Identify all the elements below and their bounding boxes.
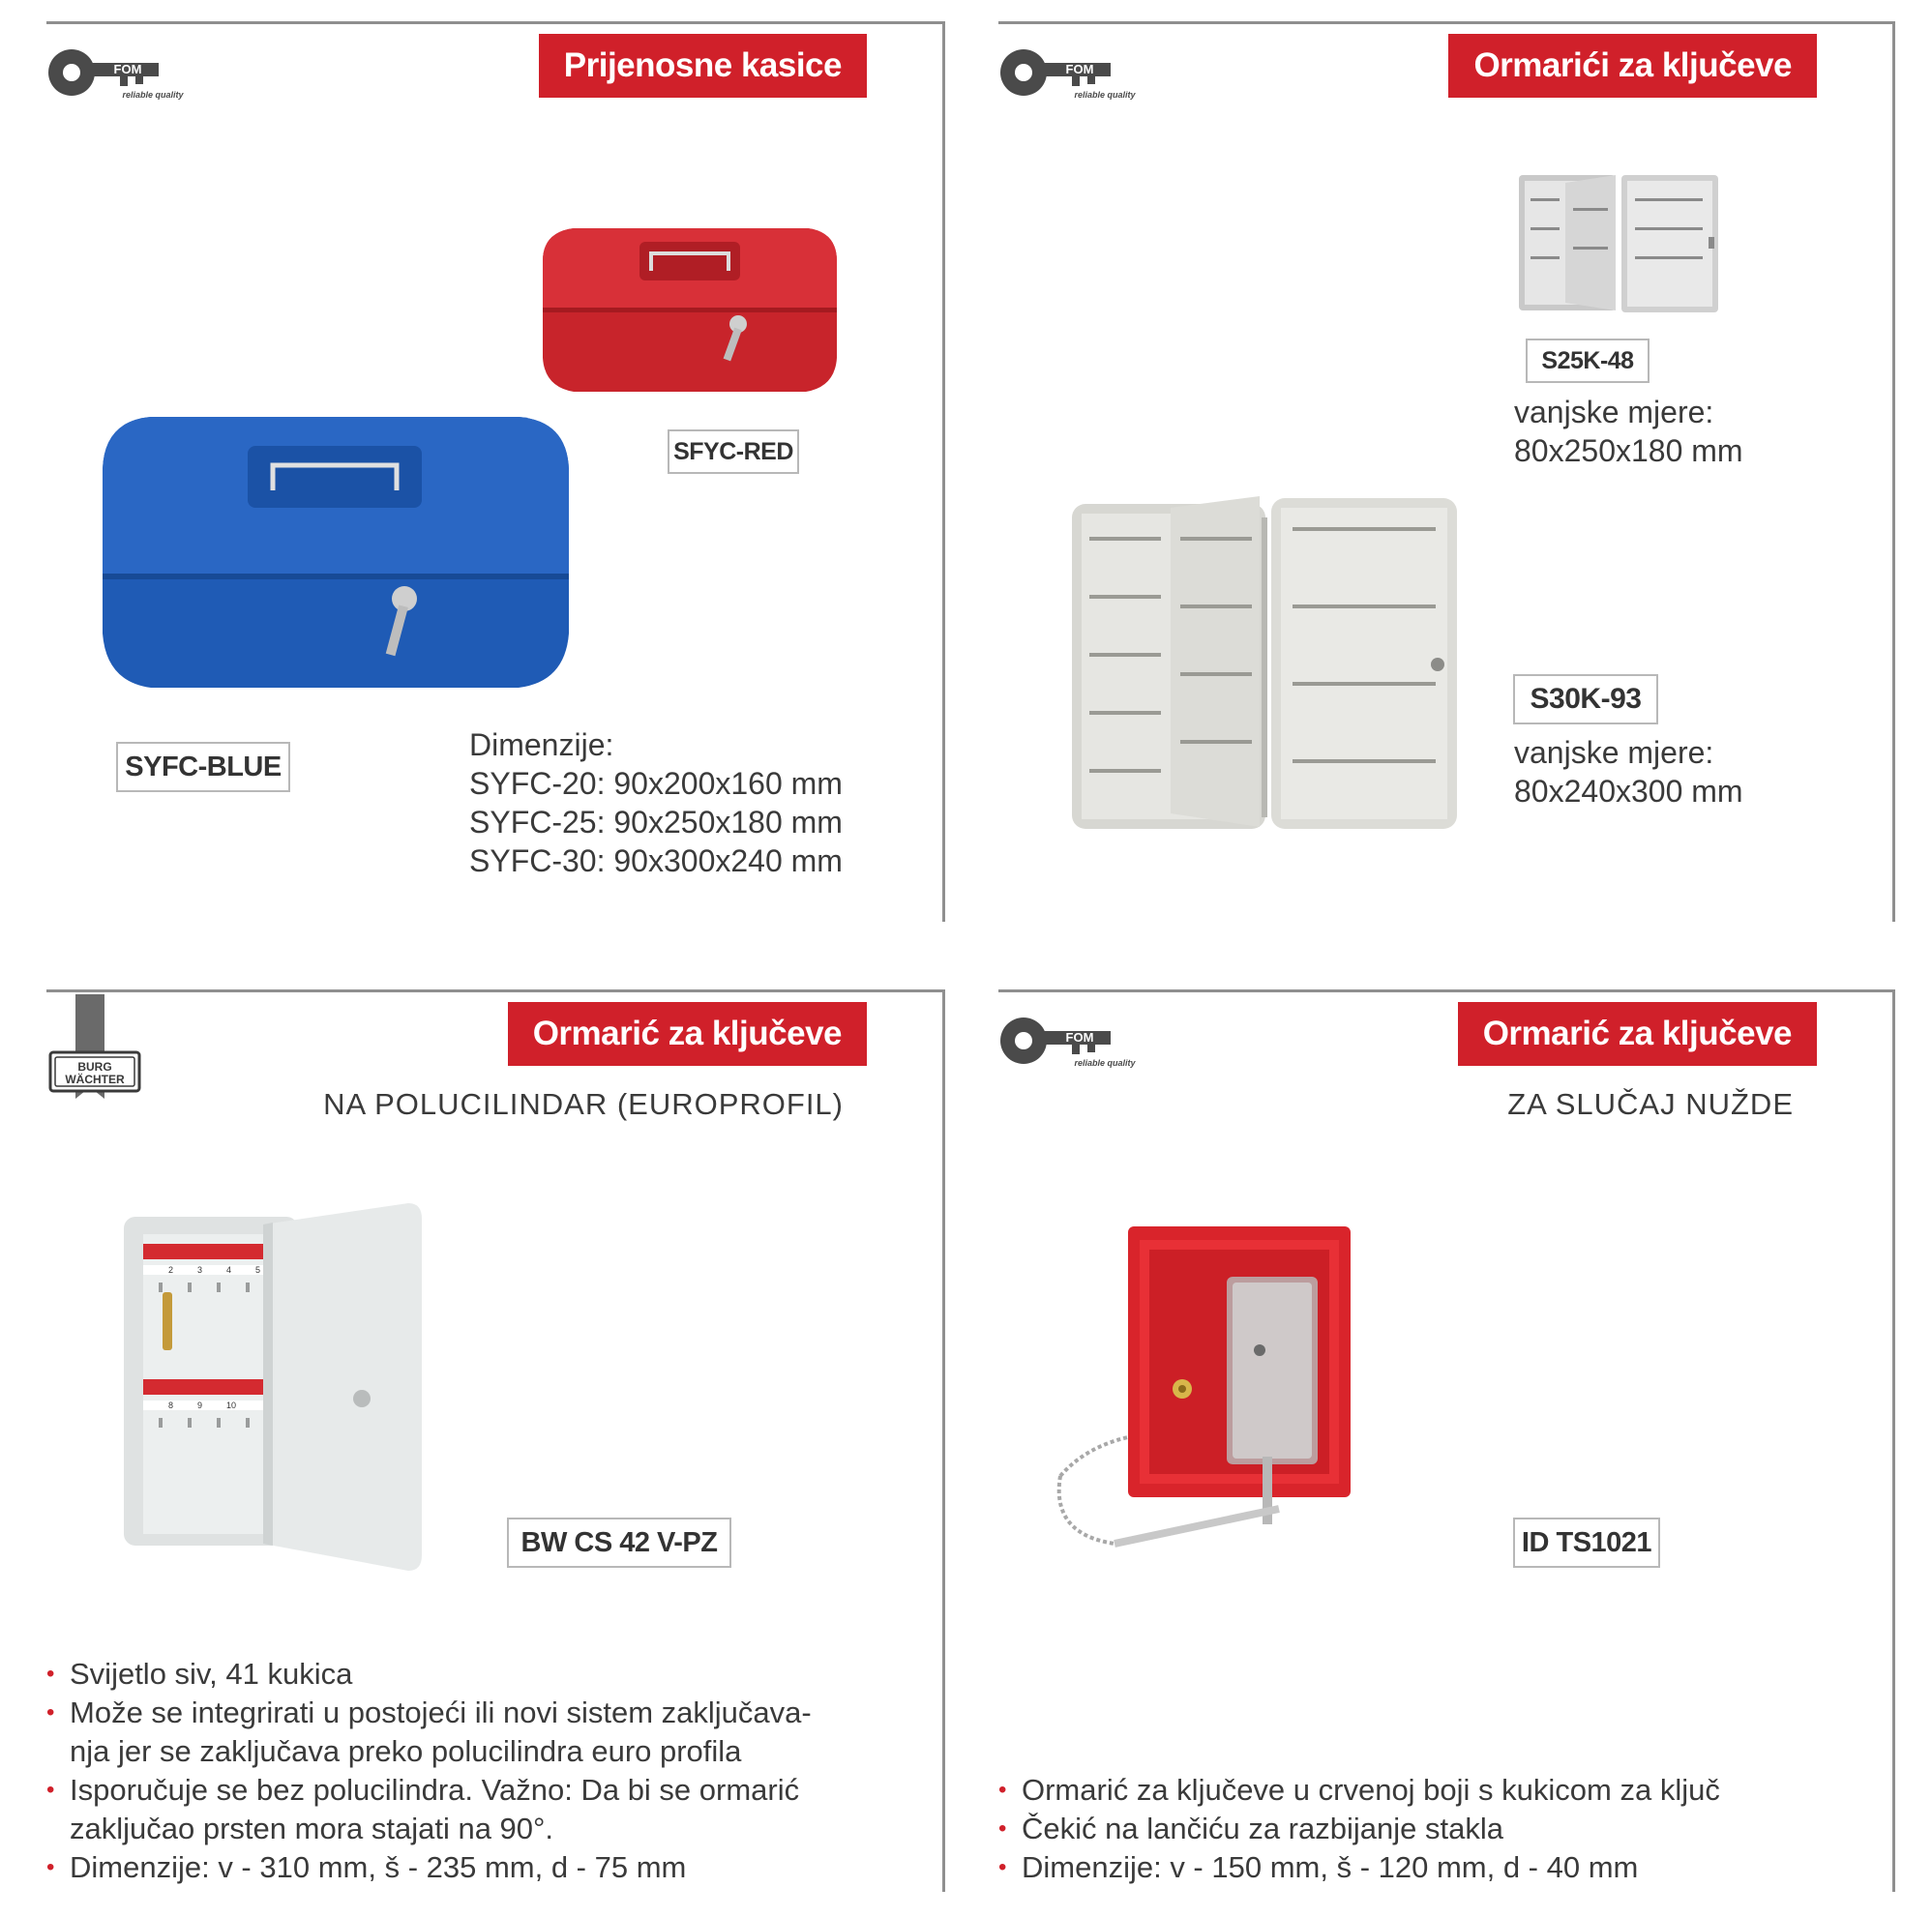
panel-key-cabinets <box>998 21 1895 922</box>
fom-logo <box>998 1006 1153 1074</box>
fom-logo <box>998 38 1153 105</box>
panel-emergency-key-box <box>998 989 1895 1892</box>
fom-text: FOM <box>1065 62 1094 76</box>
size-value: 80x240x300 mm <box>1514 774 1743 809</box>
panel-title: Ormarić za ključeve <box>1458 1002 1817 1066</box>
hook-number: 8 <box>168 1401 174 1410</box>
feature-item: • Dimenzije: v - 150 mm, š - 120 mm, d - 40 mm <box>998 1848 1720 1887</box>
hook-number: 10 <box>226 1401 237 1410</box>
feature-item: • Dimenzije: v - 310 mm, š - 235 mm, d - 75 mm <box>46 1848 812 1887</box>
product-code-s30k-93: S30K-93 <box>1513 674 1658 724</box>
dimensions-line: SYFC-20: 90x200x160 mm <box>469 766 843 801</box>
key-cabinet-s25k-image <box>1515 169 1723 324</box>
key-cabinet-bw-image <box>118 1195 428 1602</box>
key-cabinet-s30k-image <box>1066 488 1463 841</box>
waechter-text: WÄCHTER <box>65 1073 125 1086</box>
fom-tagline: reliable quality <box>122 90 184 100</box>
features-list <box>998 1771 1720 1887</box>
feature-item: • Ormarić za ključeve u crvenoj boji s kukicom za ključ <box>998 1771 1720 1810</box>
panel-title: Ormarići za ključeve <box>1448 34 1817 98</box>
product-code-syfc-blue: SYFC-BLUE <box>116 742 290 792</box>
fom-text: FOM <box>113 62 142 76</box>
dimensions-title: Dimenzije: <box>469 727 614 762</box>
product-code-id-ts1021: ID TS1021 <box>1513 1518 1660 1568</box>
panel-europrofil-key-cabinet <box>46 989 945 1892</box>
hook-number: 2 <box>168 1265 174 1275</box>
feature-item: • Čekić na lančiću za razbijanje stakla <box>998 1810 1720 1848</box>
size-label: vanjske mjere: <box>1514 395 1714 429</box>
dimensions-line: SYFC-25: 90x250x180 mm <box>469 805 843 840</box>
size-label: vanjske mjere: <box>1514 735 1714 770</box>
fom-tagline: reliable quality <box>1074 90 1136 100</box>
product-code-bw-cs-42: BW CS 42 V-PZ <box>507 1518 731 1568</box>
feature-item-continued: zaključao prsten mora stajati na 90°. <box>70 1812 554 1845</box>
panel-cash-boxes <box>46 21 945 922</box>
product-code-sfyc-red: SFYC-RED <box>668 429 799 474</box>
dimensions-block <box>469 725 843 880</box>
feature-item-continued: nja jer se zaključava preko polucilindra euro profila <box>70 1734 742 1768</box>
fom-text: FOM <box>1065 1030 1094 1045</box>
blue-cash-box-image <box>93 392 577 725</box>
hook-number: 5 <box>255 1265 261 1275</box>
panel-title: Prijenosne kasice <box>539 34 867 98</box>
emergency-key-box-image <box>1047 1215 1356 1621</box>
fom-tagline: reliable quality <box>1074 1058 1136 1068</box>
feature-item: • Može se integrirati u postojeći ili novi sistem zaključava- <box>46 1694 812 1732</box>
hook-number: 3 <box>197 1265 203 1275</box>
burg-text: BURG <box>77 1060 112 1074</box>
dimensions-line: SYFC-30: 90x300x240 mm <box>469 843 843 878</box>
fom-logo <box>46 38 201 105</box>
features-list <box>46 1655 812 1887</box>
burg-waechter-logo <box>48 994 141 1110</box>
feature-item: • Svijetlo siv, 41 kukica <box>46 1655 812 1694</box>
panel-subheading: ZA SLUČAJ NUŽDE <box>1507 1087 1794 1121</box>
size-block-s30k <box>1514 733 1743 811</box>
feature-item: • Isporučuje se bez polucilindra. Važno: Da bi se ormarić <box>46 1771 812 1810</box>
size-value: 80x250x180 mm <box>1514 433 1743 468</box>
hook-number: 4 <box>226 1265 232 1275</box>
panel-subheading: NA POLUCILINDAR (EUROPROFIL) <box>323 1087 844 1121</box>
product-code-s25k-48: S25K-48 <box>1526 339 1650 383</box>
size-block-s25k <box>1514 393 1743 470</box>
hook-number: 9 <box>197 1401 203 1410</box>
red-cash-box-image <box>535 203 845 421</box>
panel-title: Ormarić za ključeve <box>508 1002 867 1066</box>
